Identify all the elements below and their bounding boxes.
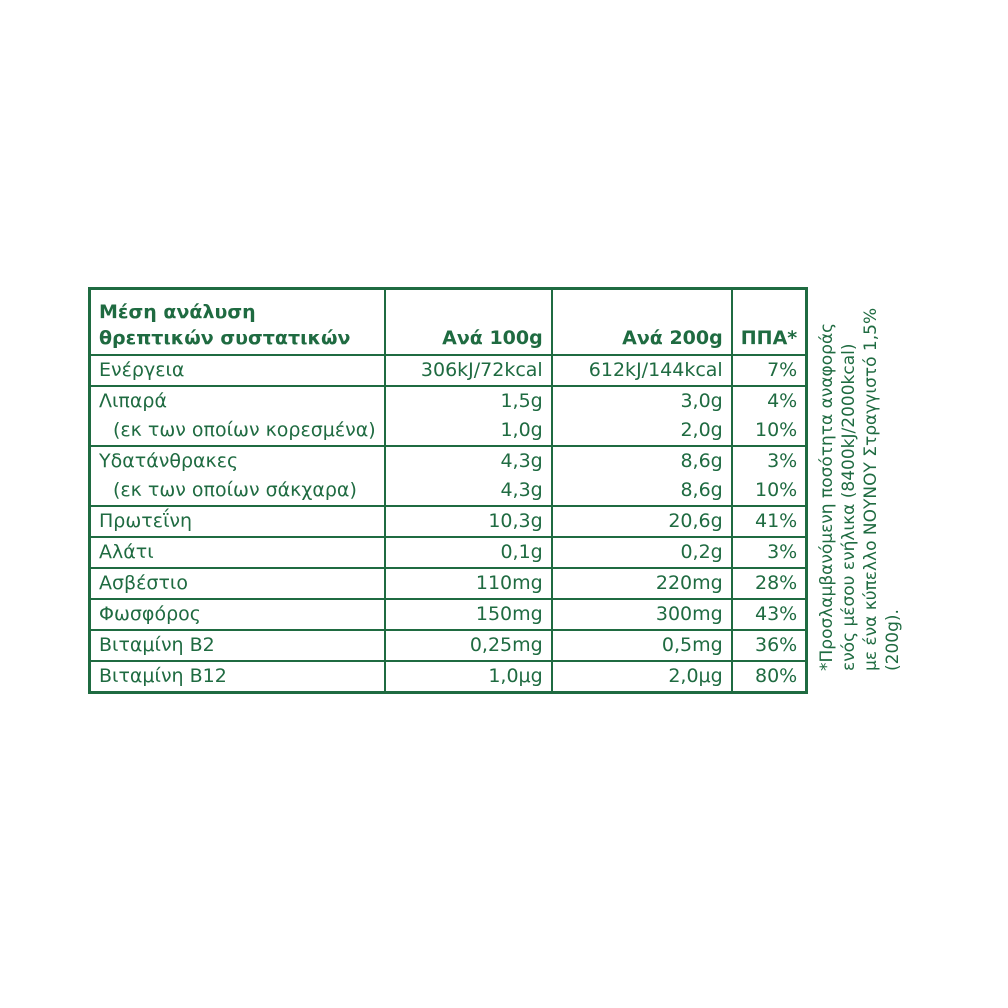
table-row [90, 599, 807, 630]
row-gda: 28% [732, 568, 807, 599]
row-per-200g: 20,6g [552, 506, 732, 537]
row-per-100g: 10,3g [385, 506, 552, 537]
table-row [90, 661, 807, 693]
row-per-200g: 0,2g [552, 537, 732, 568]
row-gda: 4% [732, 386, 807, 416]
row-label: (εκ των οποίων κορεσμένα) [90, 416, 385, 446]
row-label: Πρωτεΐνη [90, 506, 385, 537]
row-per-200g: 220mg [552, 568, 732, 599]
table-row [90, 446, 807, 476]
table-row [90, 630, 807, 661]
row-per-200g: 8,6g [552, 476, 732, 506]
row-per-100g: 306kJ/72kcal [385, 355, 552, 386]
row-per-100g: 4,3g [385, 476, 552, 506]
row-per-100g: 150mg [385, 599, 552, 630]
footnote-line: με ένα κύπελλο ΝΟΥΝΟΥ Στραγγιστό 1,5% [861, 307, 881, 671]
row-gda: 43% [732, 599, 807, 630]
row-label: Φωσφόρος [90, 599, 385, 630]
table-row [90, 506, 807, 537]
row-label: Ασβέστιο [90, 568, 385, 599]
row-per-200g: 2,0g [552, 416, 732, 446]
row-gda: 80% [732, 661, 807, 693]
table-row [90, 355, 807, 386]
row-per-200g: 2,0μg [552, 661, 732, 693]
row-gda: 7% [732, 355, 807, 386]
row-label: (εκ των οποίων σάκχαρα) [90, 476, 385, 506]
row-label: Λιπαρά [90, 386, 385, 416]
row-per-100g: 4,3g [385, 446, 552, 476]
row-label: Υδατάνθρακες [90, 446, 385, 476]
header-per-200g: Ανά 200g [552, 289, 732, 356]
header-nutrient [90, 289, 385, 356]
table-row [90, 476, 807, 506]
table-row [90, 537, 807, 568]
footnote-line: *Προσλαμβανόμενη ποσότητα αναφοράς [817, 322, 837, 671]
row-label: Αλάτι [90, 537, 385, 568]
table-row [90, 386, 807, 416]
table-header-row [90, 289, 807, 356]
footnote-line: ενός μέσου ενήλικα (8400kJ/2000kcal) [839, 343, 859, 671]
header-gda: ΠΠΑ* [732, 289, 807, 356]
gda-footnote [816, 287, 926, 671]
row-label: Βιταμίνη Β2 [90, 630, 385, 661]
row-gda: 10% [732, 416, 807, 446]
row-label: Βιταμίνη Β12 [90, 661, 385, 693]
table-row [90, 568, 807, 599]
row-per-100g: 0,1g [385, 537, 552, 568]
footnote-line: (200g). [883, 609, 903, 671]
row-per-200g: 3,0g [552, 386, 732, 416]
row-per-100g: 1,5g [385, 386, 552, 416]
row-per-100g: 0,25mg [385, 630, 552, 661]
row-label: Ενέργεια [90, 355, 385, 386]
row-gda: 10% [732, 476, 807, 506]
row-per-200g: 612kJ/144kcal [552, 355, 732, 386]
header-per-100g: Ανά 100g [385, 289, 552, 356]
row-per-100g: 110mg [385, 568, 552, 599]
header-nutrient-line2: θρεπτικών συστατικών [99, 327, 351, 349]
row-per-200g: 300mg [552, 599, 732, 630]
table-row [90, 416, 807, 446]
row-gda: 41% [732, 506, 807, 537]
row-per-100g: 1,0μg [385, 661, 552, 693]
row-gda: 3% [732, 446, 807, 476]
header-nutrient-line1: Μέση ανάλυση [99, 301, 256, 323]
row-gda: 36% [732, 630, 807, 661]
row-per-200g: 0,5mg [552, 630, 732, 661]
row-gda: 3% [732, 537, 807, 568]
row-per-200g: 8,6g [552, 446, 732, 476]
row-per-100g: 1,0g [385, 416, 552, 446]
nutrition-table [88, 287, 808, 694]
